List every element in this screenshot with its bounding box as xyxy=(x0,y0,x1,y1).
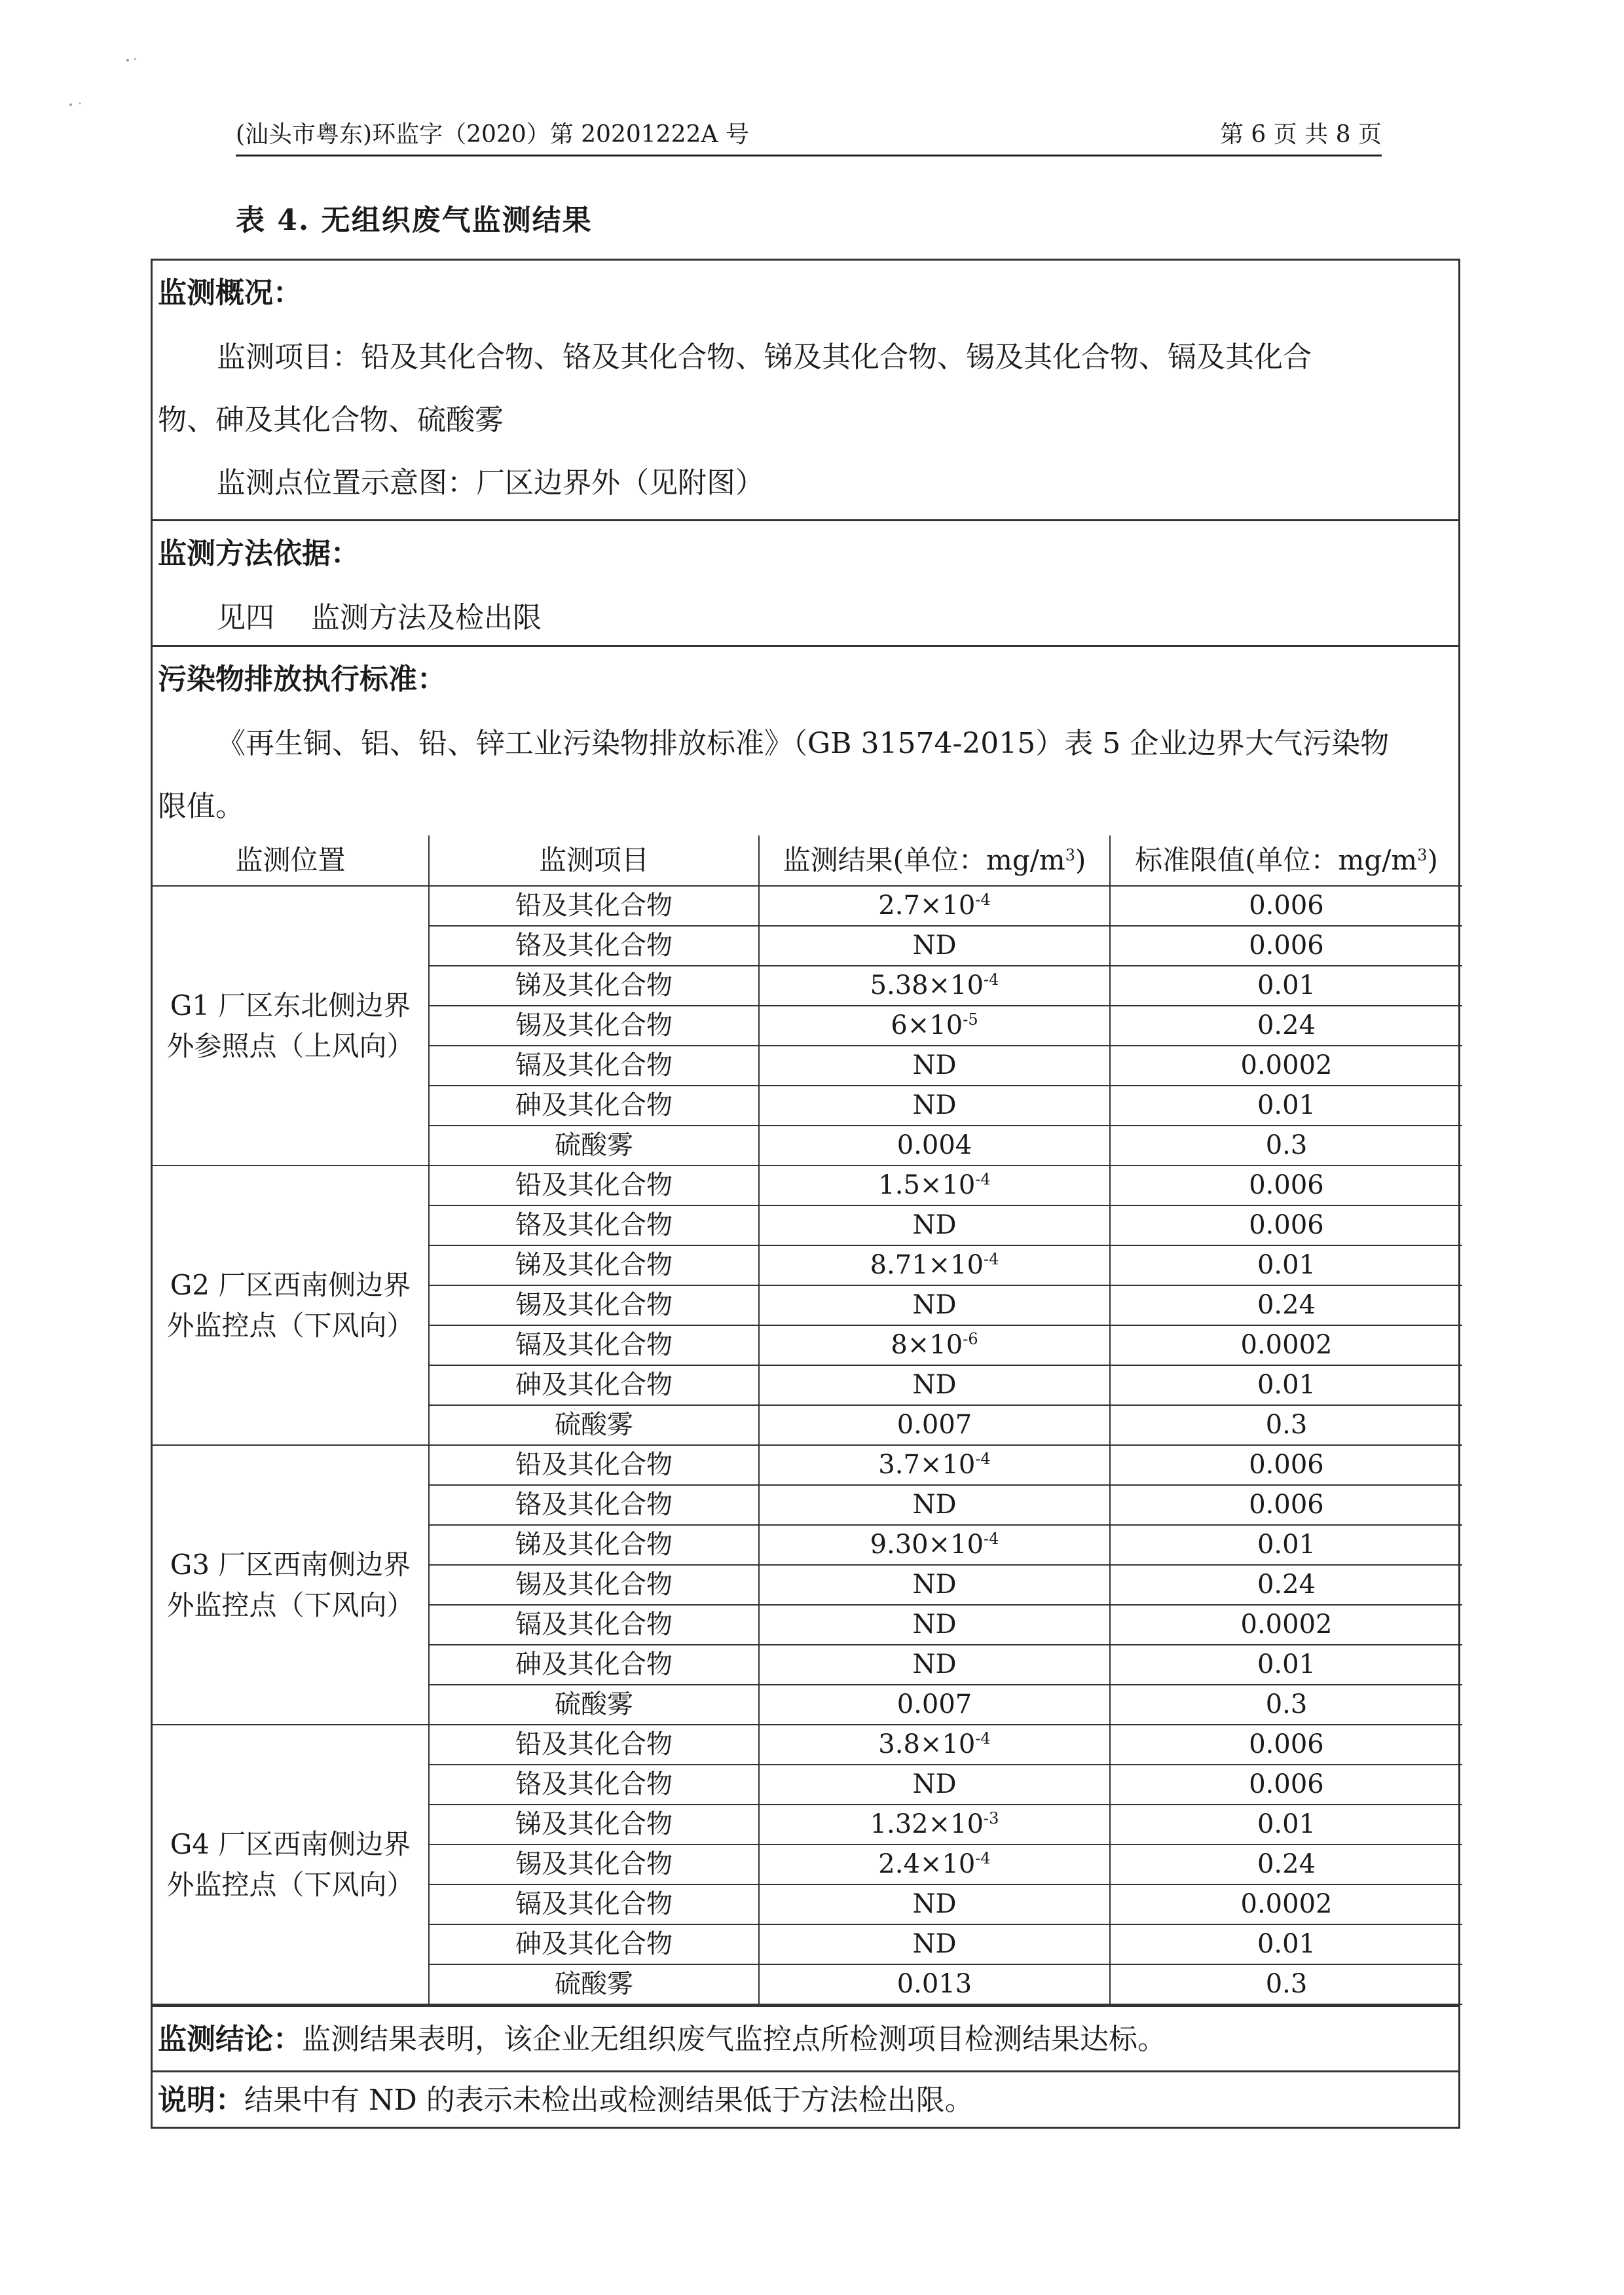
table-row xyxy=(153,886,1462,926)
col-result-close: ) xyxy=(1075,844,1086,876)
conclusion-text: 监测结果表明，该企业无组织废气监控点所检测项目检测结果达标。 xyxy=(302,2023,1166,2056)
overview-section xyxy=(153,261,1458,521)
location-line2: 外监控点（下风向） xyxy=(166,1868,415,1901)
item-cell: 铬及其化合物 xyxy=(429,1485,759,1525)
location-line1: G4 厂区西南侧边界 xyxy=(170,1827,411,1860)
item-cell: 铅及其化合物 xyxy=(429,1166,759,1205)
limit-cell: 0.01 xyxy=(1110,1924,1462,1964)
result-value: 8.71×10 xyxy=(870,1250,984,1280)
item-cell: 砷及其化合物 xyxy=(429,1365,759,1405)
overview-heading: 监测概况： xyxy=(158,276,302,310)
result-cell xyxy=(759,1166,1110,1205)
location-line1: G3 厂区西南侧边界 xyxy=(170,1548,411,1581)
item-cell: 硫酸雾 xyxy=(429,1405,759,1445)
page-counter: 第 6 页 共 8 页 xyxy=(1219,121,1382,148)
result-value: ND xyxy=(912,930,957,961)
note-label: 说明： xyxy=(158,2084,244,2117)
result-value: ND xyxy=(912,1769,957,1799)
col-limit-text: 标准限值(单位：mg/m xyxy=(1135,844,1418,876)
result-exponent: -4 xyxy=(975,890,991,909)
result-value: ND xyxy=(912,1929,957,1959)
result-cell xyxy=(759,1884,1110,1924)
col-limit-close: ) xyxy=(1427,844,1438,876)
location-line2: 外监控点（下风向） xyxy=(166,1588,415,1621)
result-value: 8×10 xyxy=(891,1330,963,1360)
scan-speck-marks xyxy=(65,52,144,118)
result-value: 1.5×10 xyxy=(878,1170,976,1200)
result-exponent: -4 xyxy=(975,1729,991,1748)
result-cell xyxy=(759,1086,1110,1126)
conclusion-label: 监测结论： xyxy=(158,2023,302,2056)
result-cell xyxy=(759,1445,1110,1485)
col-result-text: 监测结果(单位：mg/m xyxy=(783,844,1065,876)
result-value: ND xyxy=(912,1609,957,1640)
result-value: 0.007 xyxy=(896,1410,972,1440)
result-cell xyxy=(759,926,1110,966)
item-cell: 砷及其化合物 xyxy=(429,1924,759,1964)
limit-cell: 0.3 xyxy=(1110,1685,1462,1725)
item-cell: 镉及其化合物 xyxy=(429,1605,759,1645)
result-cell xyxy=(759,1565,1110,1605)
limit-cell: 0.01 xyxy=(1110,1525,1462,1565)
limit-cell: 0.006 xyxy=(1110,1205,1462,1245)
location-line2: 外监控点（下风向） xyxy=(166,1309,415,1342)
result-cell xyxy=(759,966,1110,1006)
result-cell xyxy=(759,1006,1110,1046)
limit-cell: 0.006 xyxy=(1110,1765,1462,1805)
result-value: ND xyxy=(912,1649,957,1680)
item-cell: 锑及其化合物 xyxy=(429,1805,759,1845)
location-cell xyxy=(153,1166,429,1445)
limit-cell: 0.006 xyxy=(1110,1166,1462,1205)
col-limit-unit-exponent: 3 xyxy=(1417,846,1428,864)
overview-location: 监测点位置示意图：厂区边界外（见附图） xyxy=(217,466,764,500)
result-cell xyxy=(759,1845,1110,1884)
conclusion-row xyxy=(153,2005,1458,2070)
result-exponent: -3 xyxy=(984,1809,999,1827)
limit-cell: 0.24 xyxy=(1110,1285,1462,1325)
location-cell xyxy=(153,886,429,1166)
limit-cell: 0.0002 xyxy=(1110,1046,1462,1086)
limit-cell: 0.0002 xyxy=(1110,1884,1462,1924)
item-cell: 铬及其化合物 xyxy=(429,926,759,966)
result-cell xyxy=(759,1964,1110,2004)
limit-cell: 0.01 xyxy=(1110,1086,1462,1126)
result-cell xyxy=(759,1405,1110,1445)
limit-cell: 0.24 xyxy=(1110,1565,1462,1605)
limit-cell: 0.01 xyxy=(1110,1365,1462,1405)
result-cell xyxy=(759,1365,1110,1405)
item-cell: 锡及其化合物 xyxy=(429,1006,759,1046)
location-line1: G2 厂区西南侧边界 xyxy=(170,1268,411,1301)
result-value: 9.30×10 xyxy=(870,1530,984,1560)
item-cell: 锡及其化合物 xyxy=(429,1565,759,1605)
method-text: 见四 监测方法及检出限 xyxy=(217,601,542,634)
limit-cell: 0.006 xyxy=(1110,1725,1462,1765)
limit-cell: 0.01 xyxy=(1110,1245,1462,1285)
result-cell xyxy=(759,1525,1110,1565)
result-cell xyxy=(759,1685,1110,1725)
result-value: ND xyxy=(912,1490,957,1520)
document-number: (汕头市粤东)环监字（2020）第 20201222A 号 xyxy=(236,121,749,148)
item-cell: 锡及其化合物 xyxy=(429,1845,759,1884)
result-value: 3.7×10 xyxy=(878,1450,976,1480)
result-cell xyxy=(759,1285,1110,1325)
result-value: ND xyxy=(912,1210,957,1240)
result-exponent: -4 xyxy=(984,1530,999,1548)
note-row xyxy=(153,2070,1458,2127)
result-cell xyxy=(759,1645,1110,1685)
note-text: 结果中有 ND 的表示未检出或检测结果低于方法检出限。 xyxy=(244,2084,974,2117)
col-limit-header xyxy=(1110,835,1462,886)
method-heading: 监测方法依据： xyxy=(158,537,360,570)
result-value: 6×10 xyxy=(891,1010,963,1040)
item-cell: 硫酸雾 xyxy=(429,1685,759,1725)
table-row xyxy=(153,1166,1462,1205)
item-cell: 锑及其化合物 xyxy=(429,1245,759,1285)
result-value: 3.8×10 xyxy=(878,1729,976,1759)
results-table xyxy=(153,835,1462,2005)
limit-cell: 0.3 xyxy=(1110,1964,1462,2004)
result-exponent: -5 xyxy=(963,1010,978,1029)
result-value: ND xyxy=(912,1370,957,1400)
result-cell xyxy=(759,1126,1110,1166)
result-value: ND xyxy=(912,1889,957,1919)
col-result-unit-exponent: 3 xyxy=(1065,846,1075,864)
limit-cell: 0.006 xyxy=(1110,926,1462,966)
limit-cell: 0.006 xyxy=(1110,1485,1462,1525)
result-value: 2.4×10 xyxy=(878,1849,976,1879)
result-exponent: -4 xyxy=(975,1170,991,1188)
result-cell xyxy=(759,1725,1110,1765)
result-value: 0.007 xyxy=(896,1689,972,1719)
col-item-header: 监测项目 xyxy=(429,835,759,886)
result-cell xyxy=(759,1485,1110,1525)
result-value: ND xyxy=(912,1050,957,1080)
page-header xyxy=(236,113,1382,149)
table-row xyxy=(153,1725,1462,1765)
standard-section xyxy=(153,647,1458,835)
limit-cell: 0.24 xyxy=(1110,1845,1462,1884)
item-cell: 砷及其化合物 xyxy=(429,1086,759,1126)
item-cell: 硫酸雾 xyxy=(429,1964,759,2004)
result-cell xyxy=(759,1325,1110,1365)
limit-cell: 0.24 xyxy=(1110,1006,1462,1046)
result-value: ND xyxy=(912,1290,957,1320)
result-cell xyxy=(759,1046,1110,1086)
result-cell xyxy=(759,886,1110,926)
result-cell xyxy=(759,1245,1110,1285)
standard-line2: 限值。 xyxy=(158,790,244,823)
result-exponent: -4 xyxy=(984,1250,999,1268)
table-body xyxy=(153,886,1462,2004)
result-exponent: -4 xyxy=(975,1450,991,1468)
location-cell xyxy=(153,1445,429,1725)
item-cell: 铬及其化合物 xyxy=(429,1205,759,1245)
result-exponent: -6 xyxy=(963,1330,978,1348)
header-divider xyxy=(236,155,1382,156)
result-cell xyxy=(759,1924,1110,1964)
overview-items-line1: 监测项目：铅及其化合物、铬及其化合物、锑及其化合物、锡及其化合物、镉及其化合 xyxy=(217,340,1312,374)
item-cell: 铅及其化合物 xyxy=(429,886,759,926)
item-cell: 锑及其化合物 xyxy=(429,966,759,1006)
limit-cell: 0.0002 xyxy=(1110,1325,1462,1365)
standard-heading: 污染物排放执行标准： xyxy=(158,663,446,696)
item-cell: 铅及其化合物 xyxy=(429,1725,759,1765)
limit-cell: 0.01 xyxy=(1110,966,1462,1006)
item-cell: 铅及其化合物 xyxy=(429,1445,759,1485)
table-row xyxy=(153,1445,1462,1485)
result-cell xyxy=(759,1205,1110,1245)
standard-line1: 《再生铜、铝、铅、锌工业污染物排放标准》（GB 31574-2015）表 5 企业边界大气污染物 xyxy=(217,727,1390,760)
method-section xyxy=(153,521,1458,647)
location-cell xyxy=(153,1725,429,2004)
limit-cell: 0.006 xyxy=(1110,886,1462,926)
limit-cell: 0.006 xyxy=(1110,1445,1462,1485)
limit-cell: 0.3 xyxy=(1110,1126,1462,1166)
item-cell: 铬及其化合物 xyxy=(429,1765,759,1805)
result-exponent: -4 xyxy=(984,970,999,989)
overview-items-line2: 物、砷及其化合物、硫酸雾 xyxy=(158,403,504,437)
location-line1: G1 厂区东北侧边界 xyxy=(170,989,411,1021)
limit-cell: 0.01 xyxy=(1110,1805,1462,1845)
result-exponent: -4 xyxy=(975,1849,991,1867)
item-cell: 硫酸雾 xyxy=(429,1126,759,1166)
result-value: 1.32×10 xyxy=(870,1809,984,1839)
item-cell: 砷及其化合物 xyxy=(429,1645,759,1685)
item-cell: 镉及其化合物 xyxy=(429,1325,759,1365)
item-cell: 锑及其化合物 xyxy=(429,1525,759,1565)
result-cell xyxy=(759,1765,1110,1805)
result-value: 5.38×10 xyxy=(870,970,984,1001)
col-location-header: 监测位置 xyxy=(153,835,429,886)
item-cell: 锡及其化合物 xyxy=(429,1285,759,1325)
table-title: 表 4. 无组织废气监测结果 xyxy=(236,204,593,237)
limit-cell: 0.0002 xyxy=(1110,1605,1462,1645)
result-cell xyxy=(759,1805,1110,1845)
table-header-row xyxy=(153,835,1462,886)
col-result-header xyxy=(759,835,1110,886)
result-value: ND xyxy=(912,1090,957,1120)
limit-cell: 0.3 xyxy=(1110,1405,1462,1445)
item-cell: 镉及其化合物 xyxy=(429,1884,759,1924)
result-value: 2.7×10 xyxy=(878,890,976,921)
item-cell: 镉及其化合物 xyxy=(429,1046,759,1086)
result-value: 0.013 xyxy=(896,1969,972,1999)
result-value: 0.004 xyxy=(896,1130,972,1160)
results-frame xyxy=(151,259,1460,2129)
limit-cell: 0.01 xyxy=(1110,1645,1462,1685)
result-value: ND xyxy=(912,1570,957,1600)
location-line2: 外参照点（上风向） xyxy=(166,1029,415,1062)
result-cell xyxy=(759,1605,1110,1645)
